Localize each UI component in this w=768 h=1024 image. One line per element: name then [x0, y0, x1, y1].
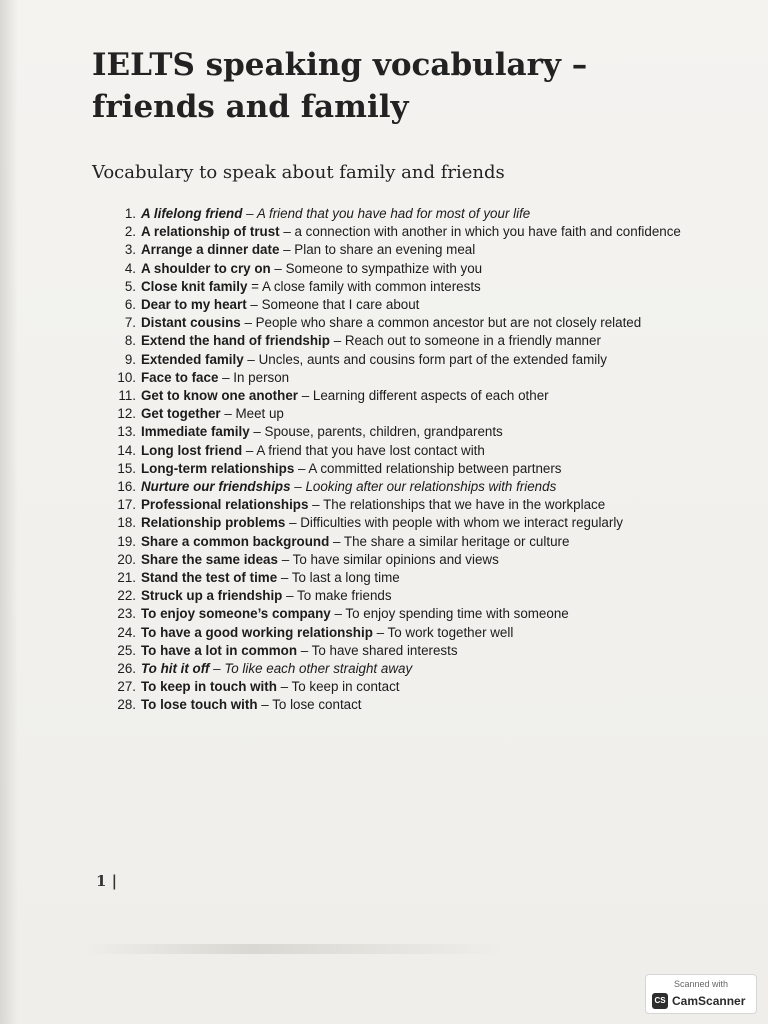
item-body: [141, 587, 704, 605]
separator: –: [297, 388, 313, 404]
vocab-term: Immediate family: [141, 424, 250, 440]
item-number: 6.: [124, 297, 136, 313]
vocab-term: Share a common background: [141, 533, 330, 549]
item-body: [141, 624, 704, 642]
item-body: [141, 351, 704, 369]
vocab-definition: Someone that I care about: [261, 297, 420, 313]
item-number: 11.: [118, 388, 136, 404]
page-edge-shadow: [0, 0, 18, 1024]
separator: –: [290, 479, 306, 495]
vocab-term: Distant cousins: [141, 315, 241, 331]
vocabulary-list: [114, 205, 704, 715]
vocab-definition: Meet up: [235, 406, 284, 422]
vocab-term: Nurture our friendships: [141, 479, 291, 495]
vocab-term: A shoulder to cry on: [141, 260, 271, 276]
vocab-definition: In person: [233, 369, 290, 385]
vocab-term: A lifelong friend: [141, 206, 243, 221]
separator: –: [270, 260, 286, 276]
item-body: [141, 514, 704, 532]
list-item: [114, 387, 704, 405]
vocab-definition: A friend that you have had for most of your life: [256, 206, 531, 221]
list-item: [114, 533, 704, 551]
vocab-term: Get together: [141, 406, 221, 422]
separator: –: [372, 624, 388, 640]
vocab-definition: Reach out to someone in a friendly manner: [344, 333, 601, 349]
list-item: [114, 314, 704, 332]
vocab-definition: Difficulties with people with whom we interact regularly: [300, 515, 623, 531]
item-body: [141, 660, 704, 678]
separator: –: [279, 242, 295, 258]
list-item: [114, 569, 704, 587]
vocab-definition: To work together well: [387, 624, 514, 640]
item-number: 18.: [117, 515, 136, 531]
separator: –: [297, 642, 312, 658]
separator: –: [330, 606, 346, 622]
item-body: [141, 478, 704, 496]
item-number: 14.: [117, 442, 136, 458]
list-item: [114, 678, 704, 696]
item-body: [141, 696, 704, 714]
list-item: [114, 660, 704, 678]
vocab-term: A relationship of trust: [141, 224, 280, 240]
separator: –: [277, 551, 293, 567]
list-item: [114, 423, 704, 441]
list-item: [114, 587, 704, 605]
item-body: [141, 533, 704, 551]
list-item: [114, 223, 704, 241]
item-number: 19.: [117, 533, 136, 549]
vocab-term: Extend the hand of friendship: [141, 333, 330, 349]
item-number: 4.: [124, 260, 136, 276]
item-number: 9.: [124, 351, 136, 367]
separator: –: [308, 497, 324, 513]
document-title: IELTS speaking vocabulary – friends and family: [92, 47, 588, 125]
item-number: 20.: [117, 551, 136, 567]
separator: –: [294, 460, 309, 476]
item-number: 10.: [117, 369, 136, 385]
item-number: 15.: [117, 460, 136, 476]
vocab-definition: Learning different aspects of each other: [312, 388, 549, 404]
separator: –: [243, 351, 259, 367]
vocab-term: Get to know one another: [141, 388, 298, 404]
vocab-definition: To make friends: [297, 588, 392, 604]
item-body: [141, 260, 704, 278]
list-item: [114, 332, 704, 350]
separator: –: [257, 697, 273, 713]
item-body: [141, 332, 704, 350]
item-body: [141, 678, 704, 696]
vocab-term: Arrange a dinner date: [141, 242, 280, 258]
vocab-definition: Someone to sympathize with you: [285, 260, 483, 276]
separator: –: [249, 424, 265, 440]
item-body: [141, 605, 704, 623]
list-item: [114, 205, 704, 223]
separator: –: [242, 206, 257, 221]
list-item: [114, 369, 704, 387]
item-number: 3.: [124, 242, 136, 258]
item-number: 8.: [124, 333, 136, 349]
vocab-term: To keep in touch with: [141, 679, 277, 695]
item-number: 26.: [117, 661, 136, 677]
vocab-term: Close knit family: [141, 278, 248, 294]
list-item: [114, 496, 704, 514]
vocab-term: To hit it off: [141, 661, 210, 677]
camscanner-badge: [645, 974, 757, 1014]
item-body: [141, 442, 704, 460]
item-body: [141, 405, 704, 423]
vocab-term: Struck up a friendship: [141, 588, 283, 604]
item-body: [141, 551, 704, 569]
item-number: 23.: [117, 606, 136, 622]
list-item: [114, 605, 704, 623]
item-number: 25.: [117, 642, 136, 658]
vocab-term: Face to face: [141, 369, 219, 385]
list-item: [114, 642, 704, 660]
list-item: [114, 260, 704, 278]
item-number: 16.: [117, 479, 136, 495]
item-body: [141, 387, 704, 405]
list-item: [114, 551, 704, 569]
item-body: [141, 205, 704, 223]
list-item: [114, 514, 704, 532]
item-number: 27.: [117, 679, 136, 695]
separator: –: [218, 369, 234, 385]
item-body: [141, 296, 704, 314]
list-item: [114, 442, 704, 460]
vocab-term: Share the same ideas: [141, 551, 278, 567]
item-number: 21.: [117, 570, 136, 586]
item-body: [141, 569, 704, 587]
vocab-definition: a connection with another in which you have faith and confidence: [294, 224, 681, 240]
separator: –: [209, 661, 225, 677]
item-body: [141, 278, 704, 296]
item-number: 17.: [117, 497, 136, 513]
list-item: [114, 405, 704, 423]
item-body: [141, 241, 704, 259]
separator: –: [240, 315, 256, 331]
item-number: 24.: [117, 624, 136, 640]
item-body: [141, 223, 704, 241]
separator: –: [329, 333, 345, 349]
scanned-with-label: Scanned with: [673, 979, 729, 989]
vocab-definition: To have similar opinions and views: [292, 551, 499, 567]
vocab-term: Long lost friend: [141, 442, 243, 458]
vocab-definition: To have shared interests: [311, 642, 458, 658]
item-body: [141, 369, 704, 387]
separator: –: [246, 297, 262, 313]
vocab-definition: A committed relationship between partners: [308, 460, 562, 476]
separator: –: [276, 679, 292, 695]
list-item: [114, 624, 704, 642]
item-number: 5.: [124, 278, 136, 294]
vocab-definition: The share a similar heritage or culture: [343, 533, 570, 549]
vocab-term: To have a lot in common: [141, 642, 297, 658]
list-item: [114, 296, 704, 314]
vocab-definition: To lose contact: [272, 697, 362, 713]
list-item: [114, 241, 704, 259]
vocab-term: Extended family: [141, 351, 244, 367]
item-number: 1.: [124, 206, 136, 221]
camscanner-name: CamScanner: [672, 994, 746, 1008]
item-number: 12.: [117, 406, 136, 422]
vocab-term: To enjoy someone’s company: [141, 606, 331, 622]
vocab-definition: Uncles, aunts and cousins form part of the extended family: [258, 351, 607, 367]
vocab-definition: Looking after our relationships with friends: [305, 479, 557, 495]
item-body: [141, 460, 704, 478]
separator: =: [247, 278, 262, 294]
list-item: [114, 478, 704, 496]
item-number: 28.: [117, 697, 136, 713]
list-item: [114, 460, 704, 478]
separator: –: [279, 224, 295, 240]
separator: –: [277, 570, 292, 586]
vocab-definition: To like each other straight away: [224, 661, 413, 677]
scan-artifact-band: [80, 944, 510, 954]
list-item: [114, 278, 704, 296]
item-body: [141, 423, 704, 441]
vocab-term: Long-term relationships: [141, 460, 295, 476]
vocab-definition: To keep in contact: [291, 679, 400, 695]
separator: –: [329, 533, 344, 549]
item-body: [141, 642, 704, 660]
item-number: 22.: [117, 588, 136, 604]
separator: –: [242, 442, 257, 458]
item-body: [141, 496, 704, 514]
page-number: 1 |: [96, 872, 118, 890]
vocab-term: Stand the test of time: [141, 570, 278, 586]
vocab-definition: Spouse, parents, children, grandparents: [264, 424, 503, 440]
vocab-definition: A close family with common interests: [261, 278, 481, 294]
vocab-term: Dear to my heart: [141, 297, 247, 313]
vocab-term: To have a good working relationship: [141, 624, 373, 640]
vocab-term: Relationship problems: [141, 515, 286, 531]
vocab-definition: To enjoy spending time with someone: [345, 606, 569, 622]
item-number: 2.: [124, 224, 136, 240]
vocab-definition: People who share a common ancestor but are not closely related: [255, 315, 642, 331]
item-number: 7.: [124, 315, 136, 331]
separator: –: [220, 406, 236, 422]
vocab-definition: Plan to share an evening meal: [294, 242, 476, 258]
vocab-definition: A friend that you have lost contact with: [256, 442, 485, 458]
vocab-definition: To last a long time: [291, 570, 400, 586]
item-number: 13.: [117, 424, 136, 440]
list-item: [114, 696, 704, 714]
vocab-term: Professional relationships: [141, 497, 309, 513]
vocab-definition: The relationships that we have in the workplace: [323, 497, 606, 513]
list-item: [114, 351, 704, 369]
vocab-term: To lose touch with: [141, 697, 258, 713]
section-subtitle: Vocabulary to speak about family and friends: [92, 162, 505, 183]
item-body: [141, 314, 704, 332]
separator: –: [282, 588, 298, 604]
camscanner-logo-icon: CS: [652, 993, 668, 1009]
separator: –: [285, 515, 301, 531]
